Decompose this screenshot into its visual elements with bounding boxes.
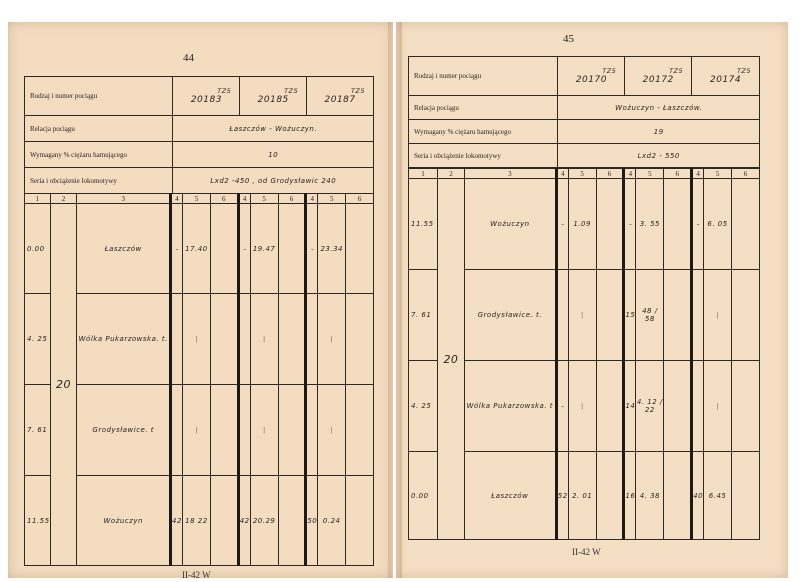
station-name: Wożuczyn [77, 476, 171, 566]
train-header: TZ5 20185 [240, 77, 307, 116]
pass-mark: | [182, 385, 210, 476]
col-number: 6 [346, 194, 374, 204]
stop-minutes: - [171, 204, 183, 294]
stop-minutes [238, 385, 250, 476]
label-brake: Wymagany % ciężaru hamującego [409, 120, 558, 144]
km-value: 11.55 [25, 476, 51, 566]
time-value: 1.09 [568, 179, 596, 270]
page-footer-left: II-42 W [182, 570, 211, 580]
stop-minutes: 42 [238, 476, 250, 566]
stop-minutes [238, 294, 250, 385]
pass-mark: | [704, 361, 732, 452]
stop-minutes [306, 294, 318, 385]
label-loco: Seria i obciążenie lokomotywy [25, 168, 173, 194]
col-number: 2 [50, 194, 77, 204]
stop-minutes [692, 270, 704, 361]
pass-mark: | [568, 361, 596, 452]
stop-minutes: 15 [624, 270, 636, 361]
col-number: 6 [210, 194, 238, 204]
pass-mark: | [250, 385, 278, 476]
stop-minutes: - [238, 204, 250, 294]
pass-mark: | [250, 294, 278, 385]
km-value: 11.55 [409, 179, 438, 270]
brake-value: 19 [558, 120, 760, 144]
stop-minutes: 14 [624, 361, 636, 452]
col-number: 5 [568, 169, 596, 179]
pass-mark: | [318, 385, 346, 476]
col-number: 4 [692, 169, 704, 179]
time-value: 18 22 [182, 476, 210, 566]
stop-minutes [692, 361, 704, 452]
col-number: 5 [704, 169, 732, 179]
station-name: Wólka Pukarzowska. t [464, 361, 556, 452]
stop-minutes: 52 [556, 452, 568, 540]
train-header: TZ5 20172 [625, 57, 692, 96]
stop-minutes: - [624, 179, 636, 270]
train-header: TZ5 20183 [173, 77, 240, 116]
brake-value: 10 [173, 142, 374, 168]
time-value: 6. 05 [704, 179, 732, 270]
time-value: 2. 01 [568, 452, 596, 540]
stop-minutes: - [306, 204, 318, 294]
station-name: Wożuczyn [464, 179, 556, 270]
col-number: 6 [278, 194, 306, 204]
speed-value: 20 [50, 204, 77, 566]
speed-value: 20 [437, 179, 464, 540]
time-value: 20.29 [250, 476, 278, 566]
label-brake: Wymagany % ciężaru hamującego [25, 142, 173, 168]
col-number: 4 [306, 194, 318, 204]
train-header: TZ5 20187 [307, 77, 374, 116]
col-number: 3 [77, 194, 171, 204]
col-number: 5 [636, 169, 664, 179]
relation-value: Wożuczyn - Łaszczów. [558, 96, 760, 120]
train-header: TZ5 20170 [558, 57, 625, 96]
book-gutter [388, 22, 402, 578]
km-value: 0.00 [25, 204, 51, 294]
station-name: Grodysławice. t [77, 385, 171, 476]
loco-value: Lxd2 - 550 [558, 144, 760, 168]
time-value: 19.47 [250, 204, 278, 294]
label-train: Rodzaj i numer pociągu [25, 77, 173, 116]
pass-mark: | [704, 270, 732, 361]
time-value: 6.45 [704, 452, 732, 540]
page-footer-right: II-42 W [572, 547, 601, 557]
time-value: 4. 12 / 22 [636, 361, 664, 452]
page-number-left: 44 [183, 52, 194, 64]
stop-minutes [306, 385, 318, 476]
col-number: 1 [409, 169, 438, 179]
stop-minutes: 16 [624, 452, 636, 540]
time-value: 3. 55 [636, 179, 664, 270]
km-value: 4. 25 [25, 294, 51, 385]
time-value: 0.24 [318, 476, 346, 566]
loco-value: Lxd2 -450 , od Grodysławic 240 [173, 168, 374, 194]
col-number: 2 [437, 169, 464, 179]
stop-minutes: 50 [306, 476, 318, 566]
stop-minutes: - [556, 361, 568, 452]
pass-mark: | [568, 270, 596, 361]
pass-mark: | [318, 294, 346, 385]
timetable-header-left [24, 76, 374, 194]
timetable-body-right [408, 168, 760, 540]
col-number: 4 [238, 194, 250, 204]
timetable-body-left [24, 193, 374, 566]
stop-minutes: 42 [171, 476, 183, 566]
time-value: 17.40 [182, 204, 210, 294]
station-name: Grodysławice. t. [464, 270, 556, 361]
km-value: 7. 61 [25, 385, 51, 476]
col-number: 5 [182, 194, 210, 204]
station-name: Łaszczów [77, 204, 171, 294]
col-number: 5 [250, 194, 278, 204]
stop-minutes: - [556, 179, 568, 270]
label-relation: Relacja pociągu [409, 96, 558, 120]
time-value: 23.34 [318, 204, 346, 294]
km-value: 0.00 [409, 452, 438, 540]
stop-minutes [171, 294, 183, 385]
stop-minutes [556, 270, 568, 361]
train-header: TZ5 20174 [692, 57, 760, 96]
col-number: 4 [624, 169, 636, 179]
km-value: 4. 25 [409, 361, 438, 452]
col-number: 5 [318, 194, 346, 204]
col-number: 6 [664, 169, 692, 179]
label-relation: Relacja pociągu [25, 116, 173, 142]
col-number: 3 [464, 169, 556, 179]
page-number-right: 45 [563, 33, 574, 45]
col-number: 4 [556, 169, 568, 179]
col-number: 4 [171, 194, 183, 204]
label-loco: Seria i obciążenie lokomotywy [409, 144, 558, 168]
col-number: 6 [732, 169, 760, 179]
col-number: 1 [25, 194, 51, 204]
time-value: 4. 38 [636, 452, 664, 540]
relation-value: Łaszczów - Wożuczyn. [173, 116, 374, 142]
timetable-header-right [408, 56, 760, 168]
time-value: 48 / 58 [636, 270, 664, 361]
stop-minutes: 40 [692, 452, 704, 540]
label-train: Rodzaj i numer pociągu [409, 57, 558, 96]
col-number: 6 [596, 169, 624, 179]
station-name: Wólka Pukarzowska. t. [77, 294, 171, 385]
pass-mark: | [182, 294, 210, 385]
km-value: 7. 61 [409, 270, 438, 361]
stop-minutes [171, 385, 183, 476]
station-name: Łaszczów [464, 452, 556, 540]
stop-minutes: - [692, 179, 704, 270]
